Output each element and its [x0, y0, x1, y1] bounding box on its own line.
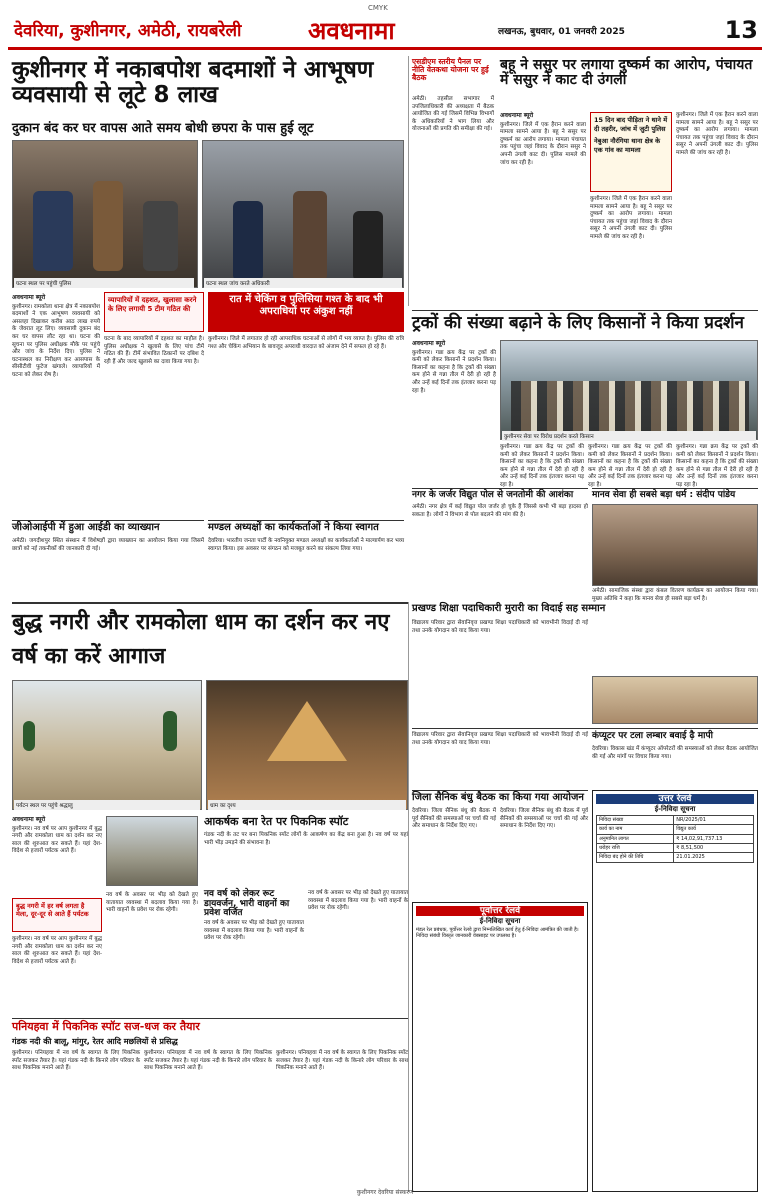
tender1-title: पूर्वोत्तर रेलवे [416, 906, 584, 916]
tender-notice-2 [592, 790, 758, 1192]
temple-shape [267, 701, 347, 761]
story1-text: कुशीनगर। रामकोला थाना क्षेत्र में नकाबपोश बदमाशों ने एक आभूषण व्यवसायी को असलहा दिखाकर करीब आठ लाख रुपये के जेवरात लूट लिए। व्यवसायी दुकान बंद कर घर वापस लौट रहा था। घटना की सूचना पर पुलिस अधीक्षक मौके पर पहुंचे और जांच के निर्देश दिए। पुलिस ने घटनास्थल का निरीक्षण कर आसपास के सीसीटीवी फुटेज खंगाले। व्यापारियों में घटना को लेकर रोष है। [12, 303, 100, 378]
story2-byline: अवधनामा ब्यूरो [500, 112, 534, 119]
table-row [597, 853, 754, 862]
story8-caption-2: धाम का दृश्य [208, 800, 406, 810]
person-figure [33, 191, 73, 271]
story4-body-col2: कुशीनगर। गन्ना क्रय केंद्र पर ट्रकों की कमी को लेकर किसानों ने प्रदर्शन किया। किसानों का कहना है कि ट्रकों की संख्या कम होने से गन्ना तौल में देरी हो रही है और उन्हें कई दिनों तक इंतजार करना पड़ रहा है। [588, 444, 672, 488]
table-cell: कार्य का नाम [597, 825, 674, 834]
table-cell: निविदा संख्या [597, 815, 674, 824]
divider [208, 520, 404, 521]
story1-byline: अवधनामा ब्यूरो [12, 294, 46, 301]
newspaper-logo: अवधनामा [308, 16, 395, 45]
story2-body-col3: कुशीनगर। जिले में एक हैरान करने वाला मामला सामने आया है। बहू ने ससुर पर दुष्कर्म का आरोप लगाया। मामला पंचायत तक पहुंचा जहां विवाद के दौरान ससुर ने अपनी उंगली काट दी। पुलिस मामले की जांच कर रही है। [676, 112, 758, 156]
story13-body: देवरिया। विकास खंड में कंप्यूटर ऑपरेटरों की समस्याओं को लेकर बैठक आयोजित की गई और मांगों पर विचार किया गया। [592, 746, 758, 760]
crowd-figures [511, 381, 749, 431]
story14-side-text: नव वर्ष के अवसर पर भीड़ को देखते हुए यातायात व्यवस्था में बदलाव किया गया है। भारी वाहनों के प्रवेश पर रोक रहेगी। [106, 892, 198, 914]
story4-headline: ट्रकों की संख्या बढ़ाने के लिए किसानों ने किया प्रदर्शन [412, 313, 744, 333]
column-rule [408, 602, 409, 1192]
table-row [597, 844, 754, 853]
story15-body-col2: कुशीनगर। पनियहवा में नव वर्ष के स्वागत के लिए पिकनिक स्पॉट सजकर तैयार है। यहां गंडक नदी के किनारे लोग परिवार के साथ पिकनिक मनाने आते हैं। [144, 1050, 272, 1072]
story1-body [12, 294, 100, 518]
story13-headline: कंप्यूटर पर टला लम्बार बवाई ढ़ै मापी [592, 731, 713, 741]
story1-box-body: घटना के बाद व्यापारियों में दहशत का माहौल है। पुलिस अधीक्षक ने खुलासे के लिए पांच टीमें गठित की हैं। टीमें संभावित ठिकानों पर दबिश दे रही हैं और जल्द खुलासे का दावा किया गया है। [104, 336, 204, 365]
story11-body: अमेठी। सामाजिक संस्था द्वारा कंबल वितरण कार्यक्रम का आयोजन किया गया। मुख्य अतिथि ने कहा कि मानव सेवा ही सबसे बड़ा धर्म है। [592, 588, 758, 602]
divider [12, 1018, 408, 1019]
story4-text: कुशीनगर। गन्ना क्रय केंद्र पर ट्रकों की कमी को लेकर किसानों ने प्रदर्शन किया। किसानों का कहना है कि ट्रकों की संख्या कम होने से गन्ना तौल में देरी हो रही है और उन्हें कई दिनों तक इंतजार करना पड़ रहा है। [412, 349, 496, 394]
story2-text: कुशीनगर। जिले में एक हैरान करने वाला मामला सामने आया है। बहू ने ससुर पर दुष्कर्म का आरोप लगाया। मामला पंचायत तक पहुंचा जहां विवाद के दौरान ससुर ने अपनी उंगली काट दी। पुलिस मामले की जांच कर रही है। [500, 121, 586, 166]
story1-subhead: दुकान बंद कर घर वापस आते समय बोधी छपरा के पास हुई लूट [12, 121, 314, 136]
story16-body: देवरिया। जिला सैनिक बंधु की बैठक में पूर्व सैनिकों की समस्याओं पर चर्चा की गई और समाधान के निर्देश दिए गए। [412, 808, 496, 830]
table-cell: धरोहर राशि [597, 844, 674, 853]
person-figure [93, 181, 123, 271]
divider [12, 520, 204, 521]
story16-headline: जिला सैनिक बंधु बैठक का किया गया आयोजन [412, 792, 584, 803]
story2-box-line-2: नेबुआ नौरंगिया थाना क्षेत्र के एक गांव का मामला [594, 137, 661, 154]
story2-body-cont: कुशीनगर। जिले में एक हैरान करने वाला मामला सामने आया है। बहू ने ससुर पर दुष्कर्म का आरोप लगाया। मामला पंचायत तक पहुंचा जहां विवाद के दौरान ससुर ने अपनी उंगली काट दी। पुलिस मामले की जांच कर रही है। [590, 196, 672, 240]
story15-subhead: गंडक नदी की बालू, मांगुर, रेतर आदि मछलियों से प्रसिद्ध [12, 1037, 178, 1046]
story9-headline: आकर्षक बना रेत पर पिकनिक स्पॉट [204, 815, 349, 828]
tender2-title: उत्तर रेलवे [596, 794, 754, 804]
table-cell: NR/2025/01 [674, 815, 754, 824]
story7-headline: मण्डल अध्यक्षों का कार्यकर्ताओं ने किया स्वागत [208, 522, 379, 533]
masthead [8, 14, 762, 50]
story1-highlight-box [104, 292, 204, 332]
tender1-subtitle: ई-निविदा सूचना [479, 917, 521, 926]
story6-body: अमेठी। जगदीशपुर स्थित संस्थान में विशेषज्ञों द्वारा व्याख्यान का आयोजन किया गया जिसमें छात्रों को नई तकनीकों की जानकारी दी गई। [12, 538, 204, 552]
person-figure [143, 201, 178, 271]
story10-body: अमेठी। नगर क्षेत्र में कई विद्युत पोल जर्जर हो चुके हैं जिससे कभी भी बड़ा हादसा हो सकता है। लोगों ने विभाग से पोल बदलने की मांग की है। [412, 504, 588, 518]
story4-caption: कुशीनगर सेवा पर विरोध प्रदर्शन करते किसान [502, 431, 756, 441]
story14-body: नव वर्ष के अवसर पर भीड़ को देखते हुए यातायात व्यवस्था में बदलाव किया गया है। भारी वाहनों के प्रवेश पर रोक रहेगी। [204, 920, 304, 942]
table-cell: निविदा बंद होने की तिथि [597, 853, 674, 862]
story8-caption-1: पर्यटन स्थल पर पहुंचे श्रद्धालु [14, 800, 200, 810]
story3-body: अमेठी। तहसील सभागार में उपजिलाधिकारी की अध्यक्षता में बैठक आयोजित की गई जिसमें विभिन्न विभागों के अधिकारियों ने भाग लिया और योजनाओं की प्रगति की समीक्षा की गई। [412, 96, 494, 133]
story2-body [500, 112, 586, 306]
table-cell: 21.01.2025 [674, 853, 754, 862]
story12-photo [592, 676, 758, 724]
story4-body-cont: कुशीनगर। गन्ना क्रय केंद्र पर ट्रकों की कमी को लेकर किसानों ने प्रदर्शन किया। किसानों का कहना है कि ट्रकों की संख्या कम होने से गन्ना तौल में देरी हो रही है और उन्हें कई दिनों तक इंतजार करना पड़ रहा है। [500, 444, 584, 488]
story8-highlight-box: बुद्ध नगरी में हर वर्ष लगता है मेला, दूर-दूर से आते हैं पर्यटक [12, 898, 102, 932]
story14-headline: नव वर्ष को लेकर रूट डायवर्जन, भारी वाहनों का प्रवेश वर्जित [204, 889, 290, 919]
tree-shape [23, 721, 35, 751]
story14-body-col2: नव वर्ष के अवसर पर भीड़ को देखते हुए यातायात व्यवस्था में बदलाव किया गया है। भारी वाहनों के प्रवेश पर रोक रहेगी। [308, 890, 408, 912]
tender-notice-1 [412, 902, 588, 1192]
story5-headline: रात में चेकिंग व पुलिसिया गश्त के बाद भी अपराधियों पर अंकुश नहीं [208, 292, 404, 332]
divider [412, 790, 588, 791]
story8-photo-2 [206, 680, 408, 810]
table-cell: विद्युत कार्य [674, 825, 754, 834]
story2-highlight-box [590, 112, 672, 192]
story3-headline: एसडीएम स्तरीय पैनल पर नीति वेतकथा योजना पर हुई बैठक [412, 57, 489, 83]
story15-body-col3: कुशीनगर। पनियहवा में नव वर्ष के स्वागत के लिए पिकनिक स्पॉट सजकर तैयार है। यहां गंडक नदी के किनारे लोग परिवार के साथ पिकनिक मनाने आते हैं। [276, 1050, 408, 1072]
story1-box-title: व्यापारियों में दहशत, खुलासा करने के लिए लगायी 5 टीम गठित की [108, 296, 197, 313]
story15-headline: पनियहवा में पिकनिक स्पॉट सज-धज कर तैयार [12, 1020, 200, 1033]
story2-box-line-1: 15 दिन बाद पीड़िता ने थाने में दी तहरीर, जांच में जुटी पुलिस [594, 116, 668, 133]
person-figure [233, 201, 263, 281]
divider [412, 310, 758, 311]
story5-body: कुशीनगर। जिले में लगातार हो रही आपराधिक घटनाओं से लोगों में भय व्याप्त है। पुलिस की रात्रि गश्त और चेकिंग अभियान के बावजूद अपराधी वारदात को अंजाम देने में सफल हो रहे हैं। [208, 336, 404, 350]
story8-body-cont: कुशीनगर। नव वर्ष पर आप कुशीनगर में बुद्ध नगरी और रामकोला धाम का दर्शन कर नए साल की शुरुआत कर सकते हैं। यहां देश-विदेश से हजारों पर्यटक आते हैं। [12, 936, 102, 965]
table-row [597, 815, 754, 824]
story8-byline: अवधनामा ब्यूरो [12, 816, 46, 823]
edition-date: लखनऊ, बुधवार, 01 जनवरी 2025 [498, 27, 625, 37]
story10-headline: नगर के जर्जर विद्युत पोल से जनतोमी की आशंका [412, 490, 574, 500]
divider [12, 602, 408, 604]
person-figure [353, 211, 383, 281]
story4-body-col3: कुशीनगर। गन्ना क्रय केंद्र पर ट्रकों की कमी को लेकर किसानों ने प्रदर्शन किया। किसानों का कहना है कि ट्रकों की संख्या कम होने से गन्ना तौल में देरी हो रही है और उन्हें कई दिनों तक इंतजार करना पड़ रहा है। [676, 444, 758, 488]
divider [412, 488, 588, 489]
story8-body [12, 816, 102, 896]
table-cell: ₹ 8,51,500 [674, 844, 754, 853]
page-number: 13 [724, 16, 758, 44]
table-cell: अनुमानित लागत [597, 834, 674, 843]
story4-photo [500, 340, 758, 440]
story12-body: विद्यालय परिवार द्वारा सेवानिवृत्त प्रखण्ड शिक्षा पदाधिकारी को भावभीनी विदाई दी गई तथा उनके योगदान को याद किया गया। [412, 620, 588, 634]
story16-body-col2: देवरिया। जिला सैनिक बंधु की बैठक में पूर्व सैनिकों की समस्याओं पर चर्चा की गई और समाधान के निर्देश दिए गए। [500, 808, 588, 830]
tender2-table [596, 815, 754, 863]
page-footer: कुशीनगर देवरिया संस्करण [356, 1189, 414, 1196]
divider [592, 488, 758, 489]
story1-photo-2 [202, 140, 404, 288]
story1-caption-1: घटना स्थल पर पहुंची पुलिस [14, 278, 194, 288]
table-row [597, 825, 754, 834]
tree-shape [163, 711, 177, 751]
tender2-subtitle: ई-निविदा सूचना [654, 805, 696, 814]
story9-body: गंडक नदी के तट पर बना पिकनिक स्पॉट लोगों के आकर्षण का केंद्र बना हुआ है। नव वर्ष पर यहां भारी भीड़ उमड़ने की संभावना है। [204, 832, 408, 846]
story12-headline: प्रखण्ड शिक्षा पदाधिकारी मुरारी का विदाई सह सम्मान [412, 603, 606, 614]
story6-headline: जीओआईपी में हुआ आईडी का व्याख्यान [12, 522, 160, 533]
story12-body-cont: विद्यालय परिवार द्वारा सेवानिवृत्त प्रखण्ड शिक्षा पदाधिकारी को भावभीनी विदाई दी गई तथा उनके योगदान को याद किया गया। [412, 732, 588, 746]
person-figure [293, 191, 327, 281]
tender1-body: मंडल रेल प्रबंधक, पूर्वोत्तर रेलवे द्वारा निम्नलिखित कार्य हेतु ई-निविदा आमंत्रित की जाती है। निविदा संबंधी विस्तृत जानकारी वेबसाइट पर उपलब्ध है। [416, 926, 579, 940]
story8-photo-1 [12, 680, 202, 810]
story4-body [412, 340, 496, 480]
story1-headline: कुशीनगर में नकाबपोश बदमाशों ने आभूषण व्यवसायी से लूटे 8 लाख [12, 57, 374, 108]
print-mark: CMYK [368, 4, 388, 12]
story9-photo [106, 816, 198, 886]
story11-headline: मानव सेवा ही सबसे बड़ा धर्म : संदीप पांडेय [592, 490, 736, 500]
story11-photo [592, 504, 758, 586]
story7-body: देवरिया। भारतीय जनता पार्टी के नवनियुक्त मण्डल अध्यक्षों का कार्यकर्ताओं ने माल्यार्पण कर भव्य स्वागत किया। इस अवसर पर संगठन को मजबूत करने का संकल्प लिया गया। [208, 538, 404, 552]
table-cell: ₹ 14,02,91,737.13 [674, 834, 754, 843]
story1-photo-1 [12, 140, 198, 288]
story2-headline: बहू ने ससुर पर लगाया दुष्कर्म का आरोप, पंचायत में ससुर ने काट दी उंगली [500, 57, 753, 89]
story8-text: कुशीनगर। नव वर्ष पर आप कुशीनगर में बुद्ध नगरी और रामकोला धाम का दर्शन कर नए साल की शुरुआत कर सकते हैं। यहां देश-विदेश से हजारों पर्यटक आते हैं। [12, 825, 102, 855]
newspaper-page [8, 0, 762, 1200]
column-rule [408, 56, 409, 306]
story1-caption-2: घटना स्थल जांच करते अधिकारी [204, 278, 402, 288]
divider [412, 728, 758, 729]
story4-byline: अवधनामा ब्यूरो [412, 340, 446, 347]
table-row [597, 834, 754, 843]
story8-headline: बुद्ध नगरी और रामकोला धाम का दर्शन कर नए वर्ष का करें आगाज [12, 610, 390, 669]
edition-cities: देवरिया, कुशीनगर, अमेठी, रायबरेली [14, 21, 242, 41]
story15-body: कुशीनगर। पनियहवा में नव वर्ष के स्वागत के लिए पिकनिक स्पॉट सजकर तैयार है। यहां गंडक नदी के किनारे लोग परिवार के साथ पिकनिक मनाने आते हैं। [12, 1050, 140, 1072]
